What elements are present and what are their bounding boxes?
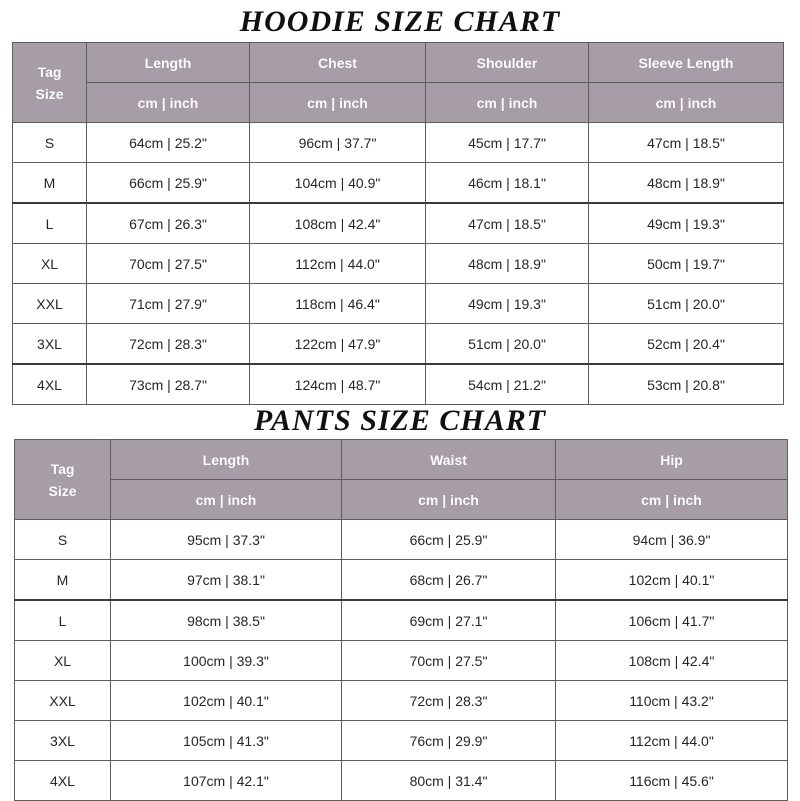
hoodie-header-row xyxy=(13,43,784,83)
measurement-cell: 95cm | 37.3" xyxy=(111,520,342,560)
size-cell: XL xyxy=(15,641,111,681)
measurement-cell: 53cm | 20.8" xyxy=(589,364,784,405)
table-row xyxy=(13,284,784,324)
measurement-cell: 112cm | 44.0" xyxy=(556,721,788,761)
size-label: Size xyxy=(48,482,77,499)
measurement-cell: 50cm | 19.7" xyxy=(589,244,784,284)
table-row xyxy=(13,123,784,163)
measurement-cell: 48cm | 18.9" xyxy=(589,163,784,204)
size-cell: M xyxy=(15,560,111,601)
size-cell: 3XL xyxy=(13,324,87,365)
hoodie-unit-label: cm | inch xyxy=(589,83,784,123)
measurement-cell: 51cm | 20.0" xyxy=(589,284,784,324)
measurement-cell: 110cm | 43.2" xyxy=(556,681,788,721)
measurement-cell: 124cm | 48.7" xyxy=(250,364,426,405)
pants-col-length: Length xyxy=(111,440,342,480)
hoodie-unit-label: cm | inch xyxy=(250,83,426,123)
measurement-cell: 72cm | 28.3" xyxy=(87,324,250,365)
hoodie-tag-size-header xyxy=(13,43,87,123)
measurement-cell: 80cm | 31.4" xyxy=(342,761,556,801)
measurement-cell: 66cm | 25.9" xyxy=(87,163,250,204)
hoodie-col-sleeve-length: Sleeve Length xyxy=(589,43,784,83)
measurement-cell: 102cm | 40.1" xyxy=(111,681,342,721)
table-row xyxy=(15,600,788,641)
table-row xyxy=(13,163,784,204)
pants-col-hip: Hip xyxy=(556,440,788,480)
measurement-cell: 94cm | 36.9" xyxy=(556,520,788,560)
measurement-cell: 72cm | 28.3" xyxy=(342,681,556,721)
size-cell: L xyxy=(15,600,111,641)
measurement-cell: 48cm | 18.9" xyxy=(426,244,589,284)
size-cell: 3XL xyxy=(15,721,111,761)
pants-tag-size-header xyxy=(15,440,111,520)
measurement-cell: 98cm | 38.5" xyxy=(111,600,342,641)
table-row xyxy=(15,560,788,601)
measurement-cell: 116cm | 45.6" xyxy=(556,761,788,801)
measurement-cell: 71cm | 27.9" xyxy=(87,284,250,324)
pants-size-table xyxy=(14,439,788,801)
hoodie-unit-label: cm | inch xyxy=(426,83,589,123)
table-row xyxy=(13,203,784,244)
measurement-cell: 64cm | 25.2" xyxy=(87,123,250,163)
measurement-cell: 66cm | 25.9" xyxy=(342,520,556,560)
table-row xyxy=(13,324,784,365)
measurement-cell: 49cm | 19.3" xyxy=(589,203,784,244)
measurement-cell: 73cm | 28.7" xyxy=(87,364,250,405)
table-row xyxy=(15,520,788,560)
measurement-cell: 47cm | 18.5" xyxy=(589,123,784,163)
size-label: Size xyxy=(35,85,64,102)
pants-unit-label: cm | inch xyxy=(556,480,788,520)
measurement-cell: 96cm | 37.7" xyxy=(250,123,426,163)
table-row xyxy=(15,641,788,681)
table-row xyxy=(13,364,784,405)
measurement-cell: 108cm | 42.4" xyxy=(250,203,426,244)
size-cell: 4XL xyxy=(13,364,87,405)
measurement-cell: 102cm | 40.1" xyxy=(556,560,788,601)
table-row xyxy=(15,681,788,721)
pants-chart-title: PANTS SIZE CHART xyxy=(253,404,547,437)
measurement-cell: 45cm | 17.7" xyxy=(426,123,589,163)
pants-unit-row xyxy=(15,480,788,520)
hoodie-col-shoulder: Shoulder xyxy=(426,43,589,83)
table-row xyxy=(15,721,788,761)
pants-header-row xyxy=(15,440,788,480)
measurement-cell: 54cm | 21.2" xyxy=(426,364,589,405)
measurement-cell: 105cm | 41.3" xyxy=(111,721,342,761)
measurement-cell: 112cm | 44.0" xyxy=(250,244,426,284)
hoodie-col-length: Length xyxy=(87,43,250,83)
measurement-cell: 76cm | 29.9" xyxy=(342,721,556,761)
hoodie-chart-title: HOODIE SIZE CHART xyxy=(239,5,561,38)
measurement-cell: 107cm | 42.1" xyxy=(111,761,342,801)
size-cell: L xyxy=(13,203,87,244)
measurement-cell: 104cm | 40.9" xyxy=(250,163,426,204)
measurement-cell: 122cm | 47.9" xyxy=(250,324,426,365)
size-cell: XL xyxy=(13,244,87,284)
size-cell: S xyxy=(13,123,87,163)
measurement-cell: 97cm | 38.1" xyxy=(111,560,342,601)
table-row xyxy=(15,761,788,801)
hoodie-col-chest: Chest xyxy=(250,43,426,83)
measurement-cell: 46cm | 18.1" xyxy=(426,163,589,204)
size-cell: 4XL xyxy=(15,761,111,801)
measurement-cell: 52cm | 20.4" xyxy=(589,324,784,365)
measurement-cell: 106cm | 41.7" xyxy=(556,600,788,641)
size-cell: M xyxy=(13,163,87,204)
table-row xyxy=(13,244,784,284)
size-cell: S xyxy=(15,520,111,560)
measurement-cell: 69cm | 27.1" xyxy=(342,600,556,641)
size-cell: XXL xyxy=(15,681,111,721)
pants-unit-label: cm | inch xyxy=(111,480,342,520)
hoodie-size-table xyxy=(12,42,784,405)
measurement-cell: 49cm | 19.3" xyxy=(426,284,589,324)
tag-label: Tag xyxy=(37,63,62,80)
measurement-cell: 68cm | 26.7" xyxy=(342,560,556,601)
hoodie-unit-row xyxy=(13,83,784,123)
measurement-cell: 100cm | 39.3" xyxy=(111,641,342,681)
hoodie-unit-label: cm | inch xyxy=(87,83,250,123)
measurement-cell: 70cm | 27.5" xyxy=(342,641,556,681)
measurement-cell: 51cm | 20.0" xyxy=(426,324,589,365)
measurement-cell: 47cm | 18.5" xyxy=(426,203,589,244)
measurement-cell: 70cm | 27.5" xyxy=(87,244,250,284)
measurement-cell: 108cm | 42.4" xyxy=(556,641,788,681)
pants-col-waist: Waist xyxy=(342,440,556,480)
measurement-cell: 67cm | 26.3" xyxy=(87,203,250,244)
tag-label: Tag xyxy=(50,460,75,477)
pants-unit-label: cm | inch xyxy=(342,480,556,520)
size-cell: XXL xyxy=(13,284,87,324)
measurement-cell: 118cm | 46.4" xyxy=(250,284,426,324)
